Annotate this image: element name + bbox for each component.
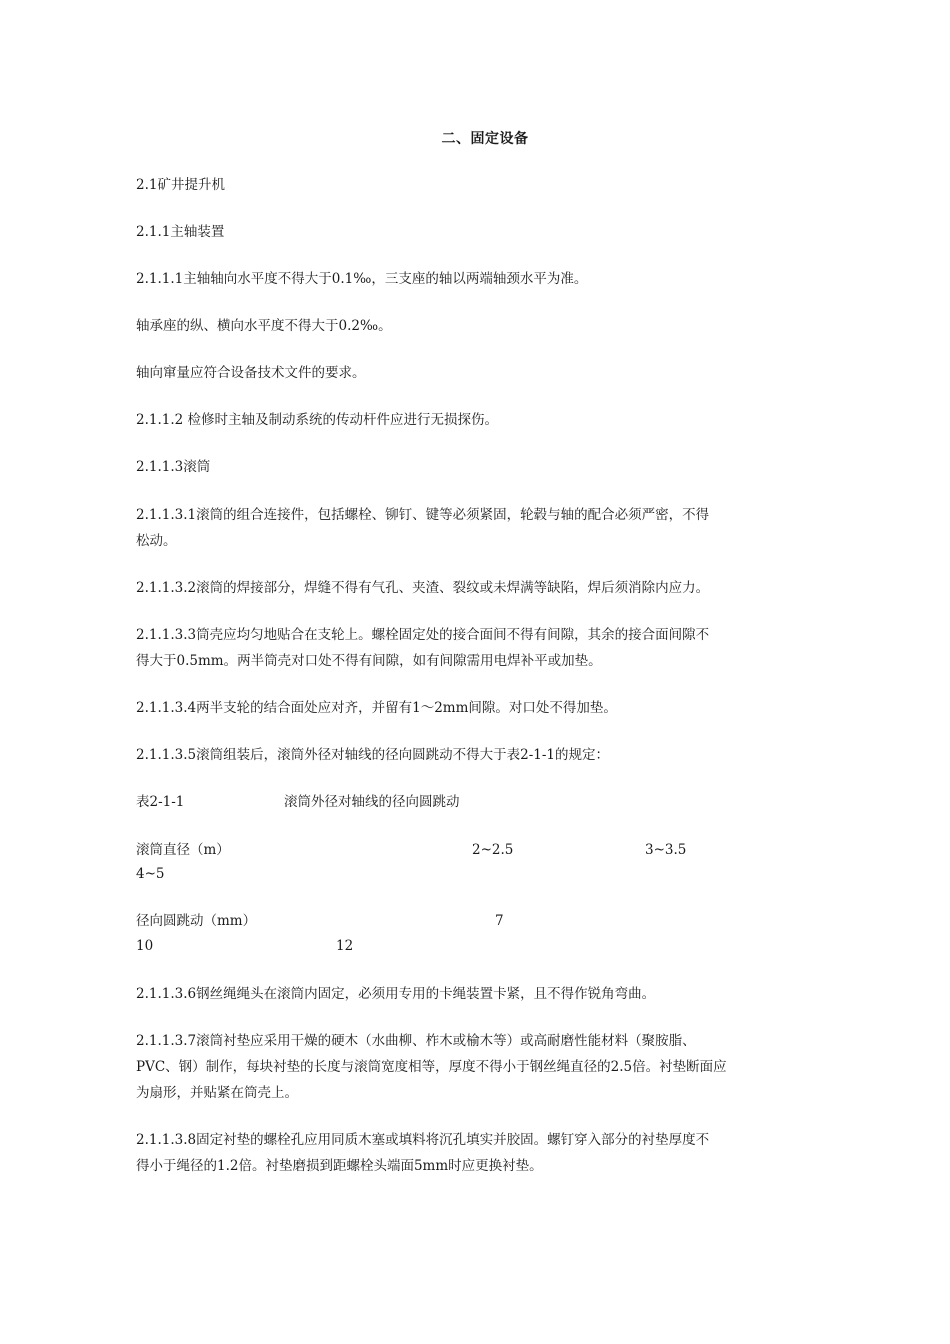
paragraph-2-1-1-3-8-line2: 得小于绳径的1.2倍。衬垫磨损到距螺栓头端面5mm时应更换衬垫。 xyxy=(136,1158,543,1174)
paragraph-2-1-1-2: 2.1.1.2 检修时主轴及制动系统的传动杆件应进行无损探伤。 xyxy=(136,412,499,428)
paragraph-2-1-1-3-7-line2: PVC、钢）制作，每块衬垫的长度与滚筒宽度相等，厚度不得小于钢丝绳直径的2.5倍。衬垫断面应 xyxy=(136,1059,727,1075)
table-row1-cell1: 2~2.5 xyxy=(472,842,514,858)
table-row2-cell3: 12 xyxy=(336,938,354,954)
paragraph-2-1-1-3-2: 2.1.1.3.2滚筒的焊接部分，焊缝不得有气孔、夹渣、裂纹或未焊满等缺陷，焊后须消除内应力。 xyxy=(136,580,710,596)
table-caption: 滚筒外径对轴线的径向圆跳动 xyxy=(284,794,460,810)
paragraph-2-1-1-3-7-line3: 为扇形，并贴紧在筒壳上。 xyxy=(136,1085,298,1101)
paragraph-bearing: 轴承座的纵、横向水平度不得大于0.2‰。 xyxy=(136,318,392,334)
paragraph-2-1-1-1: 2.1.1.1主轴轴向水平度不得大于0.1‰，三支座的轴以两端轴颈水平为准。 xyxy=(136,271,588,287)
paragraph-2-1-1-3-5: 2.1.1.3.5滚筒组装后，滚筒外径对轴线的径向圆跳动不得大于表2-1-1的规定： xyxy=(136,747,610,763)
paragraph-2-1-1-3-4: 2.1.1.3.4两半支轮的结合面处应对齐，并留有1～2mm间隙。对口处不得加垫。 xyxy=(136,700,617,716)
heading-2-1-1-3: 2.1.1.3滚筒 xyxy=(136,459,211,475)
paragraph-axial: 轴向窜量应符合设备技术文件的要求。 xyxy=(136,365,366,381)
heading-2-1: 2.1矿井提升机 xyxy=(136,177,225,193)
table-row2-header: 径向圆跳动（mm） xyxy=(136,913,257,929)
table-row1-cell2: 3~3.5 xyxy=(645,842,687,858)
table-row2-cell2: 10 xyxy=(136,938,154,954)
page-title: 二、固定设备 xyxy=(441,131,529,147)
paragraph-2-1-1-3-1-line1: 2.1.1.3.1滚筒的组合连接件，包括螺栓、铆钉、键等必须紧固，轮毂与轴的配合必须严密，不得 xyxy=(136,507,710,523)
paragraph-2-1-1-3-3-line2: 得大于0.5mm。两半筒壳对口处不得有间隙，如有间隙需用电焊补平或加垫。 xyxy=(136,653,602,669)
paragraph-2-1-1-3-8-line1: 2.1.1.3.8固定衬垫的螺栓孔应用同质木塞或填料将沉孔填实并胶固。螺钉穿入部分的衬垫厚度不 xyxy=(136,1132,710,1148)
heading-2-1-1: 2.1.1主轴装置 xyxy=(136,224,225,240)
paragraph-2-1-1-3-1-line2: 松动。 xyxy=(136,533,177,549)
table-row2-cell1: 7 xyxy=(495,913,504,929)
paragraph-2-1-1-3-7-line1: 2.1.1.3.7滚筒衬垫应采用干燥的硬木（水曲柳、柞木或榆木等）或高耐磨性能材料（聚胺脂、 xyxy=(136,1033,696,1049)
table-row1-cell3: 4~5 xyxy=(136,866,165,882)
paragraph-2-1-1-3-3-line1: 2.1.1.3.3筒壳应均匀地贴合在支轮上。螺栓固定处的接合面间不得有间隙，其余的接合面间隙不 xyxy=(136,627,710,643)
table-label: 表2-1-1 xyxy=(136,794,185,810)
paragraph-2-1-1-3-6: 2.1.1.3.6钢丝绳绳头在滚筒内固定，必须用专用的卡绳装置卡紧，且不得作锐角弯曲。 xyxy=(136,986,656,1002)
table-row1-header: 滚筒直径（m） xyxy=(136,842,230,858)
